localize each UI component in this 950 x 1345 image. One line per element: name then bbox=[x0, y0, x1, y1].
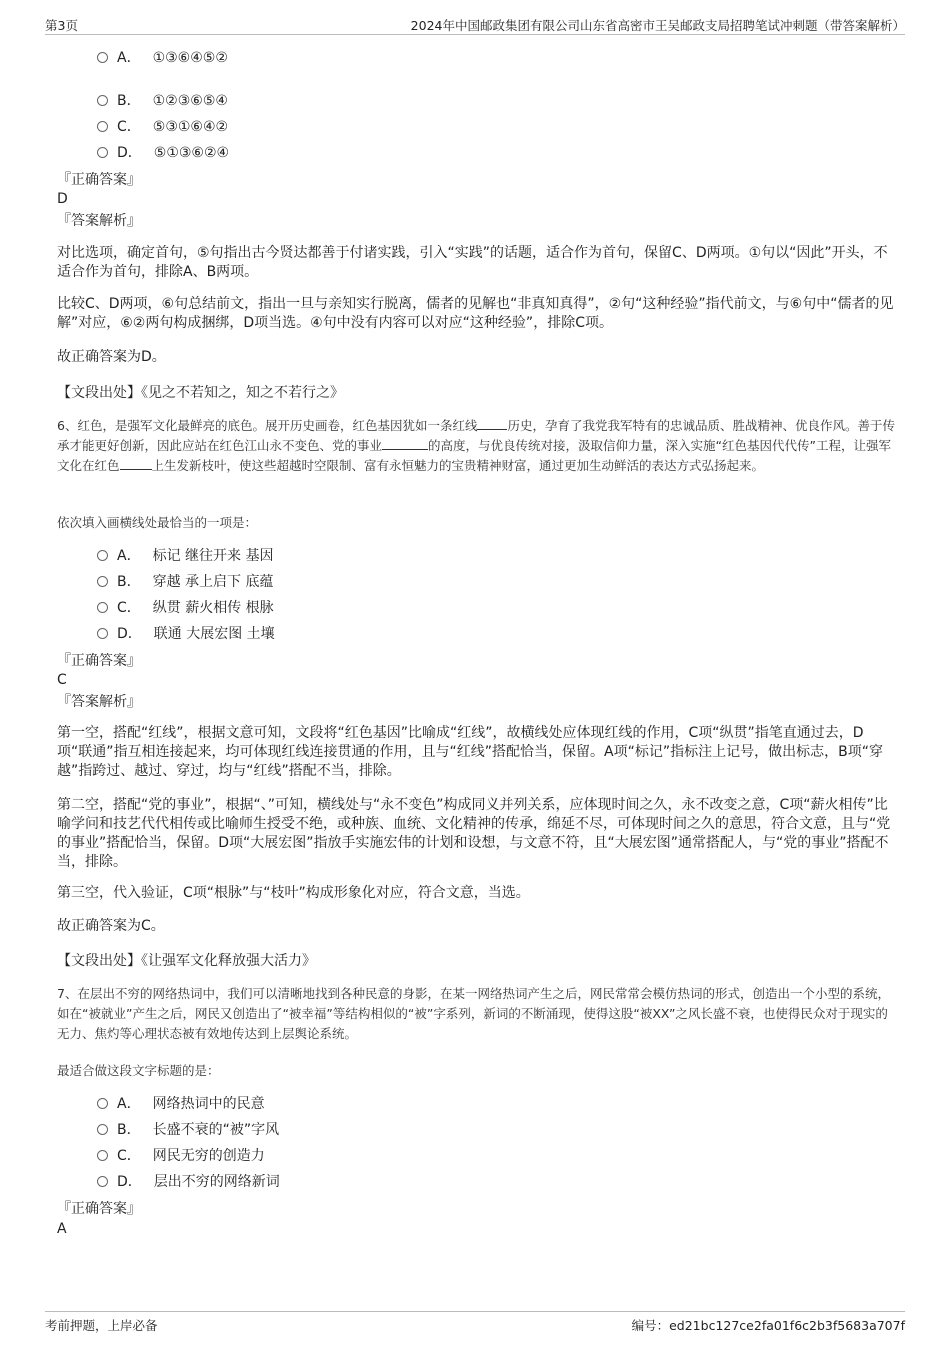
q6-option-d[interactable]: D． 联通 大展宏图 土壤 bbox=[97, 625, 275, 643]
document-title: 2024年中国邮政集团有限公司山东省高密市王吴邮政支局招聘笔试冲刺题（带答案解析） bbox=[410, 18, 905, 33]
q6-stem: 6、红色，是强军文化最鲜亮的底色。展开历史画卷，红色基因犹如一条红线 历史，孕育了我党我军特有的忠诚品质、胜战精神、优良作风。善于传承才能更好创新，因此应站在红色江山永不变色、党的事业 的高度，与优良传统对接，汲取信仰力量，深入实施“红色基因代代传”工程，让强军文化在红色 上生发新枝叶，使这些超越时空限制、富有永恒魅力的宝贵精神财富，通过更加生动鲜活的表达方式弘扬起来。 bbox=[57, 418, 895, 473]
radio-icon[interactable] bbox=[97, 121, 108, 132]
q5-source: 【文段出处】《见之不若知之，知之不若行之》 bbox=[57, 385, 344, 401]
radio-icon[interactable] bbox=[97, 95, 108, 106]
q7-option-a[interactable]: A． 网络热词中的民意 bbox=[97, 1095, 265, 1113]
document-id: 编号：ed21bc127ce2fa01f6c2b3f5683a707f bbox=[631, 1318, 905, 1333]
q6-option-c[interactable]: C． 纵贯 薪火相传 根脉 bbox=[97, 599, 274, 617]
radio-icon[interactable] bbox=[97, 1098, 108, 1109]
radio-icon[interactable] bbox=[97, 1124, 108, 1135]
q6-ask: 依次填入画横线处最恰当的一项是： bbox=[57, 515, 258, 530]
q5-analysis-p1: 对比选项，确定首句，⑤句指出古今贤达都善于付诸实践，引入“实践”的话题，适合作为首句，保留C、D两项。①句以“因此”开头，不适合作为首句，排除A、B两项。 bbox=[57, 245, 888, 280]
radio-icon[interactable] bbox=[97, 550, 108, 561]
q6-option-a[interactable]: A． 标记 继往开来 基因 bbox=[97, 547, 273, 565]
q5-option-b[interactable]: B． ①②③⑥⑤④ bbox=[97, 92, 228, 110]
radio-icon[interactable] bbox=[97, 147, 108, 158]
q5-answer-label: 『正确答案』 bbox=[57, 172, 141, 188]
radio-icon[interactable] bbox=[97, 52, 108, 63]
q7-option-b[interactable]: B． 长盛不衰的“被”字风 bbox=[97, 1121, 279, 1139]
q5-answer: D bbox=[57, 191, 68, 207]
q5-analysis-p3: 故正确答案为D。 bbox=[57, 349, 166, 365]
q6-option-b[interactable]: B． 穿越 承上启下 底蕴 bbox=[97, 573, 274, 591]
radio-icon[interactable] bbox=[97, 1150, 108, 1161]
q7-option-c[interactable]: C． 网民无穷的创造力 bbox=[97, 1147, 265, 1165]
q6-analysis-p2: 第二空，搭配“党的事业”，根据“、”可知，横线处与“永不变色”构成同义并列关系，应体现时间之久，永不改变之意，C项“薪火相传”比喻学问和技艺代代相传或比喻师生授受不绝，或种族、血统、文化精神的传承，绵延不尽，可体现时间之久的意思，符合文意，且与“党的事业”搭配恰当，保留。D项“大展宏图”指放手实施宏伟的计划和设想，与文意不符，且“大展宏图”通常搭配人，与“党的事业”搭配不当，排除。 bbox=[57, 797, 891, 870]
q5-option-d[interactable]: D． ⑤①③⑥②④ bbox=[97, 144, 229, 162]
q6-source: 【文段出处】《让强军文化释放强大活力》 bbox=[57, 953, 316, 969]
q7-option-d[interactable]: D． 层出不穷的网络新词 bbox=[97, 1173, 280, 1191]
q5-option-a[interactable]: A． ①③⑥④⑤② bbox=[97, 49, 228, 67]
q6-analysis-p1: 第一空，搭配“红线”，根据文意可知，文段将“红色基因”比喻成“红线”，故横线处应体现红线的作用，C项“纵贯”指笔直通过去，D项“联通”指互相连接起来，均可体现红线连接贯通的作用，且与“红线”搭配恰当，保留。A项“标记”指标注上记号，做出标志，B项“穿越”指跨过、越过、穿过，均与“红线”搭配不当，排除。 bbox=[57, 725, 883, 779]
q6-analysis-label: 『答案解析』 bbox=[57, 694, 141, 710]
q7-answer: A bbox=[57, 1221, 67, 1237]
q6-analysis-p3: 第三空，代入验证，C项“根脉”与“枝叶”构成形象化对应，符合文意，当选。 bbox=[57, 885, 530, 901]
radio-icon[interactable] bbox=[97, 602, 108, 613]
radio-icon[interactable] bbox=[97, 576, 108, 587]
radio-icon[interactable] bbox=[97, 628, 108, 639]
q5-option-c[interactable]: C． ⑤③①⑥④② bbox=[97, 118, 228, 136]
q6-answer: C bbox=[57, 672, 67, 688]
q7-ask: 最适合做这段文字标题的是： bbox=[57, 1063, 220, 1078]
q5-analysis-label: 『答案解析』 bbox=[57, 213, 141, 229]
q7-answer-label: 『正确答案』 bbox=[57, 1201, 141, 1217]
page-number: 第3页 bbox=[45, 18, 78, 33]
page-footer bbox=[45, 1311, 905, 1335]
blank-2 bbox=[382, 437, 428, 450]
q6-answer-label: 『正确答案』 bbox=[57, 653, 141, 669]
blank-3 bbox=[120, 457, 152, 470]
q7-stem: 7、在层出不穷的网络热词中，我们可以清晰地找到各种民意的身影，在某一网络热词产生之后，网民常常会模仿热词的形式，创造出一个小型的系统，如在“被就业”产生之后，网民又创造出了“被幸福”等结构相似的“被”字系列，新词的不断涌现，使得这股“被XX”之风长盛不衰，也使得民众对于现实的无力、焦灼等心理状态被有效地传达到上层舆论系统。 bbox=[57, 986, 890, 1041]
q6-analysis-p4: 故正确答案为C。 bbox=[57, 918, 165, 934]
page-header bbox=[45, 14, 905, 35]
footer-slogan: 考前押题，上岸必备 bbox=[45, 1318, 158, 1333]
blank-1 bbox=[477, 417, 507, 430]
radio-icon[interactable] bbox=[97, 1176, 108, 1187]
q5-analysis-p2: 比较C、D两项，⑥句总结前文，指出一旦与亲知实行脱离，儒者的见解也“非真知真得”，②句“这种经验”指代前文，与⑥句中“儒者的见解”对应，⑥②两句构成捆绑，D项当选。④句中没有内容可以对应“这种经验”，排除C项。 bbox=[57, 296, 894, 331]
